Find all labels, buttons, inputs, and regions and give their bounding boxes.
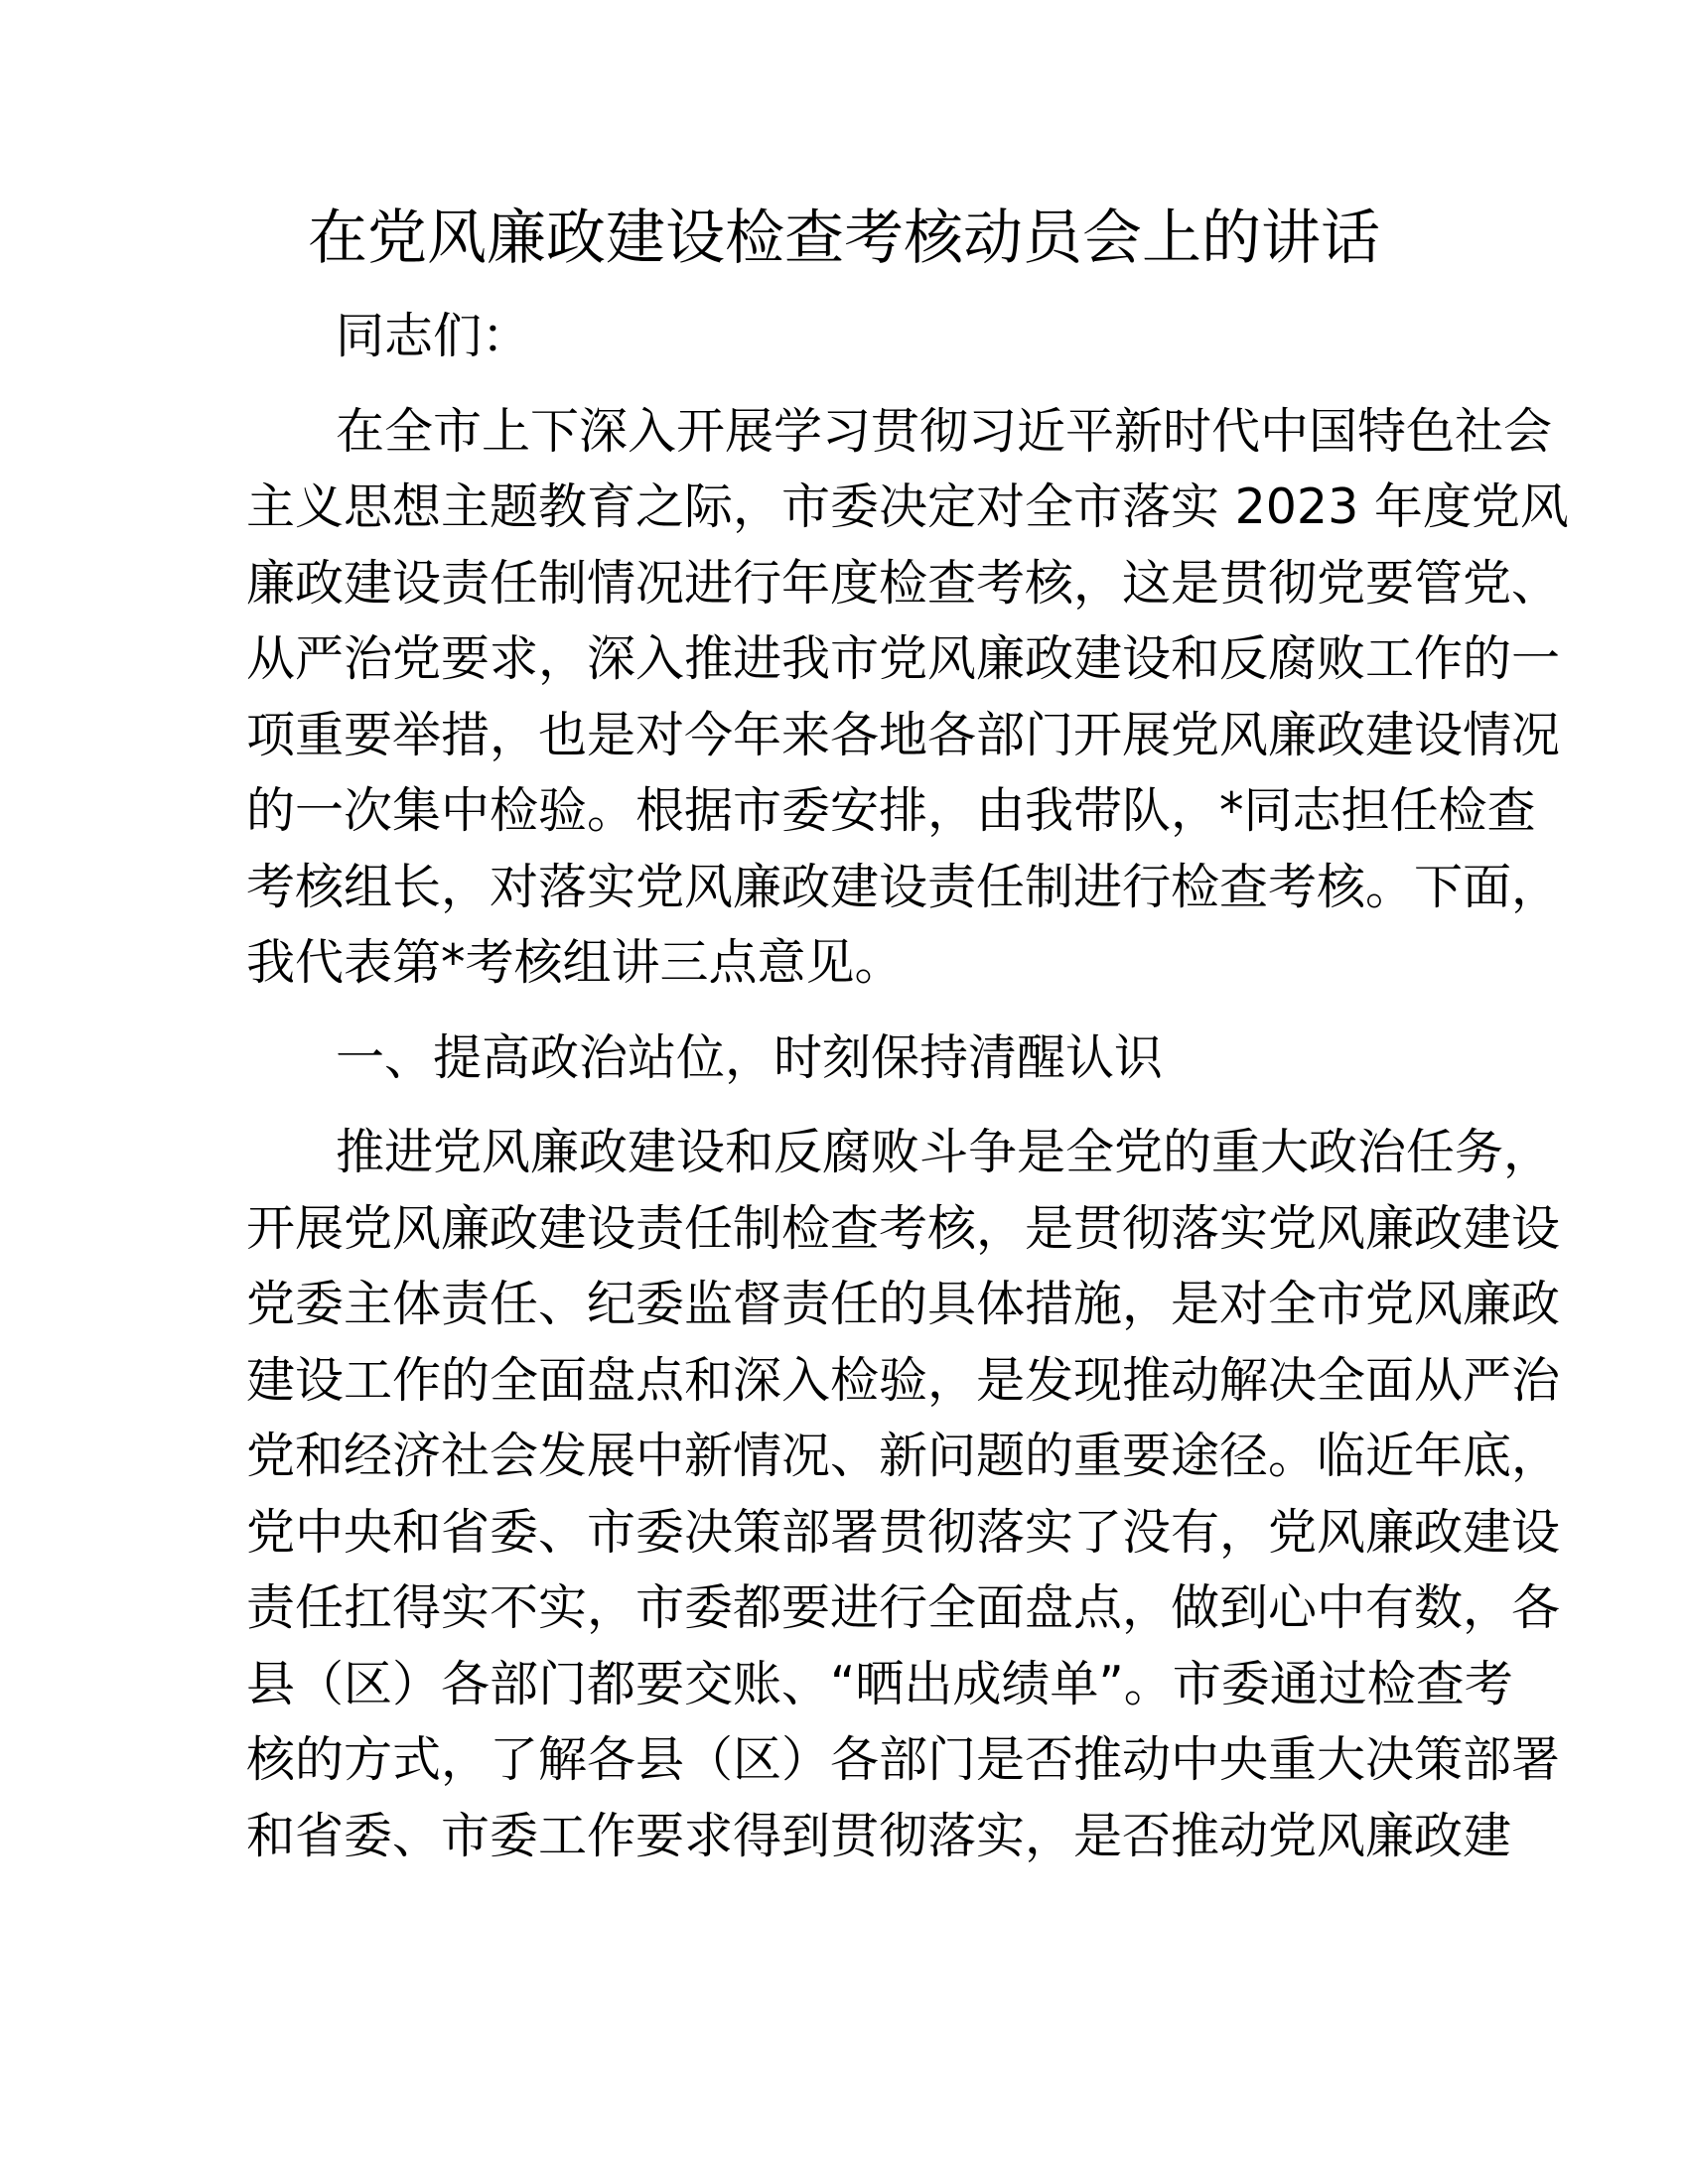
text-line: 我代表第*考核组讲三点意见。 <box>246 934 904 991</box>
text-line: 在全市上下深入开展学习贯彻习近平新时代中国特色社会 <box>336 402 1553 460</box>
text-line: 党中央和省委、市委决策部署贯彻落实了没有，党风廉政建设 <box>246 1503 1561 1561</box>
text-line: 廉政建设责任制情况进行年度检查考核，这是贯彻党要管党、 <box>246 554 1561 612</box>
text-line: 建设工作的全面盘点和深入检验，是发现推动解决全面从严治 <box>246 1351 1561 1409</box>
document-title: 在党风廉政建设检查考核动员会上的讲话 <box>308 204 1380 273</box>
text-line: 开展党风廉政建设责任制检查考核，是贯彻落实党风廉政建设 <box>246 1199 1561 1257</box>
paragraph <box>246 299 1428 375</box>
document-body <box>246 299 1569 1874</box>
text-line: 推进党风廉政建设和反腐败斗争是全党的重大政治任务， <box>336 1124 1553 1180</box>
text-line: 同志们： <box>336 308 531 364</box>
text-line: 县（区）各部门都要交账、“晒出成绩单”。市委通过检查考 <box>246 1655 1513 1712</box>
paragraph <box>246 1115 1561 1874</box>
text-line: 一、提高政治站位，时刻保持清醒认识 <box>336 1028 1164 1086</box>
text-line: 党委主体责任、纪委监督责任的具体措施，是对全市党风廉政 <box>246 1276 1561 1332</box>
text-line: 党和经济社会发展中新情况、新问题的重要途径。临近年底， <box>246 1428 1561 1484</box>
text-line: 从严治党要求，深入推进我市党风廉政建设和反腐败工作的一 <box>246 630 1561 687</box>
paragraph <box>246 394 1569 1002</box>
text-line: 主义思想主题教育之际，市委决定对全市落实 2023 年度党风 <box>246 478 1569 535</box>
text-line: 核的方式，了解各县（区）各部门是否推动中央重大决策部署 <box>246 1731 1561 1788</box>
text-line: 项重要举措，也是对今年来各地各部门开展党风廉政建设情况 <box>246 706 1561 763</box>
text-line: 和省委、市委工作要求得到贯彻落实，是否推动党风廉政建 <box>246 1807 1512 1864</box>
text-line: 的一次集中检验。根据市委安排，由我带队，*同志担任检查 <box>246 782 1536 839</box>
text-line: 责任扛得实不实，市委都要进行全面盘点，做到心中有数，各 <box>246 1579 1561 1636</box>
paragraph <box>246 1021 1428 1097</box>
text-line: 考核组长，对落实党风廉政建设责任制进行检查考核。下面， <box>246 858 1561 915</box>
